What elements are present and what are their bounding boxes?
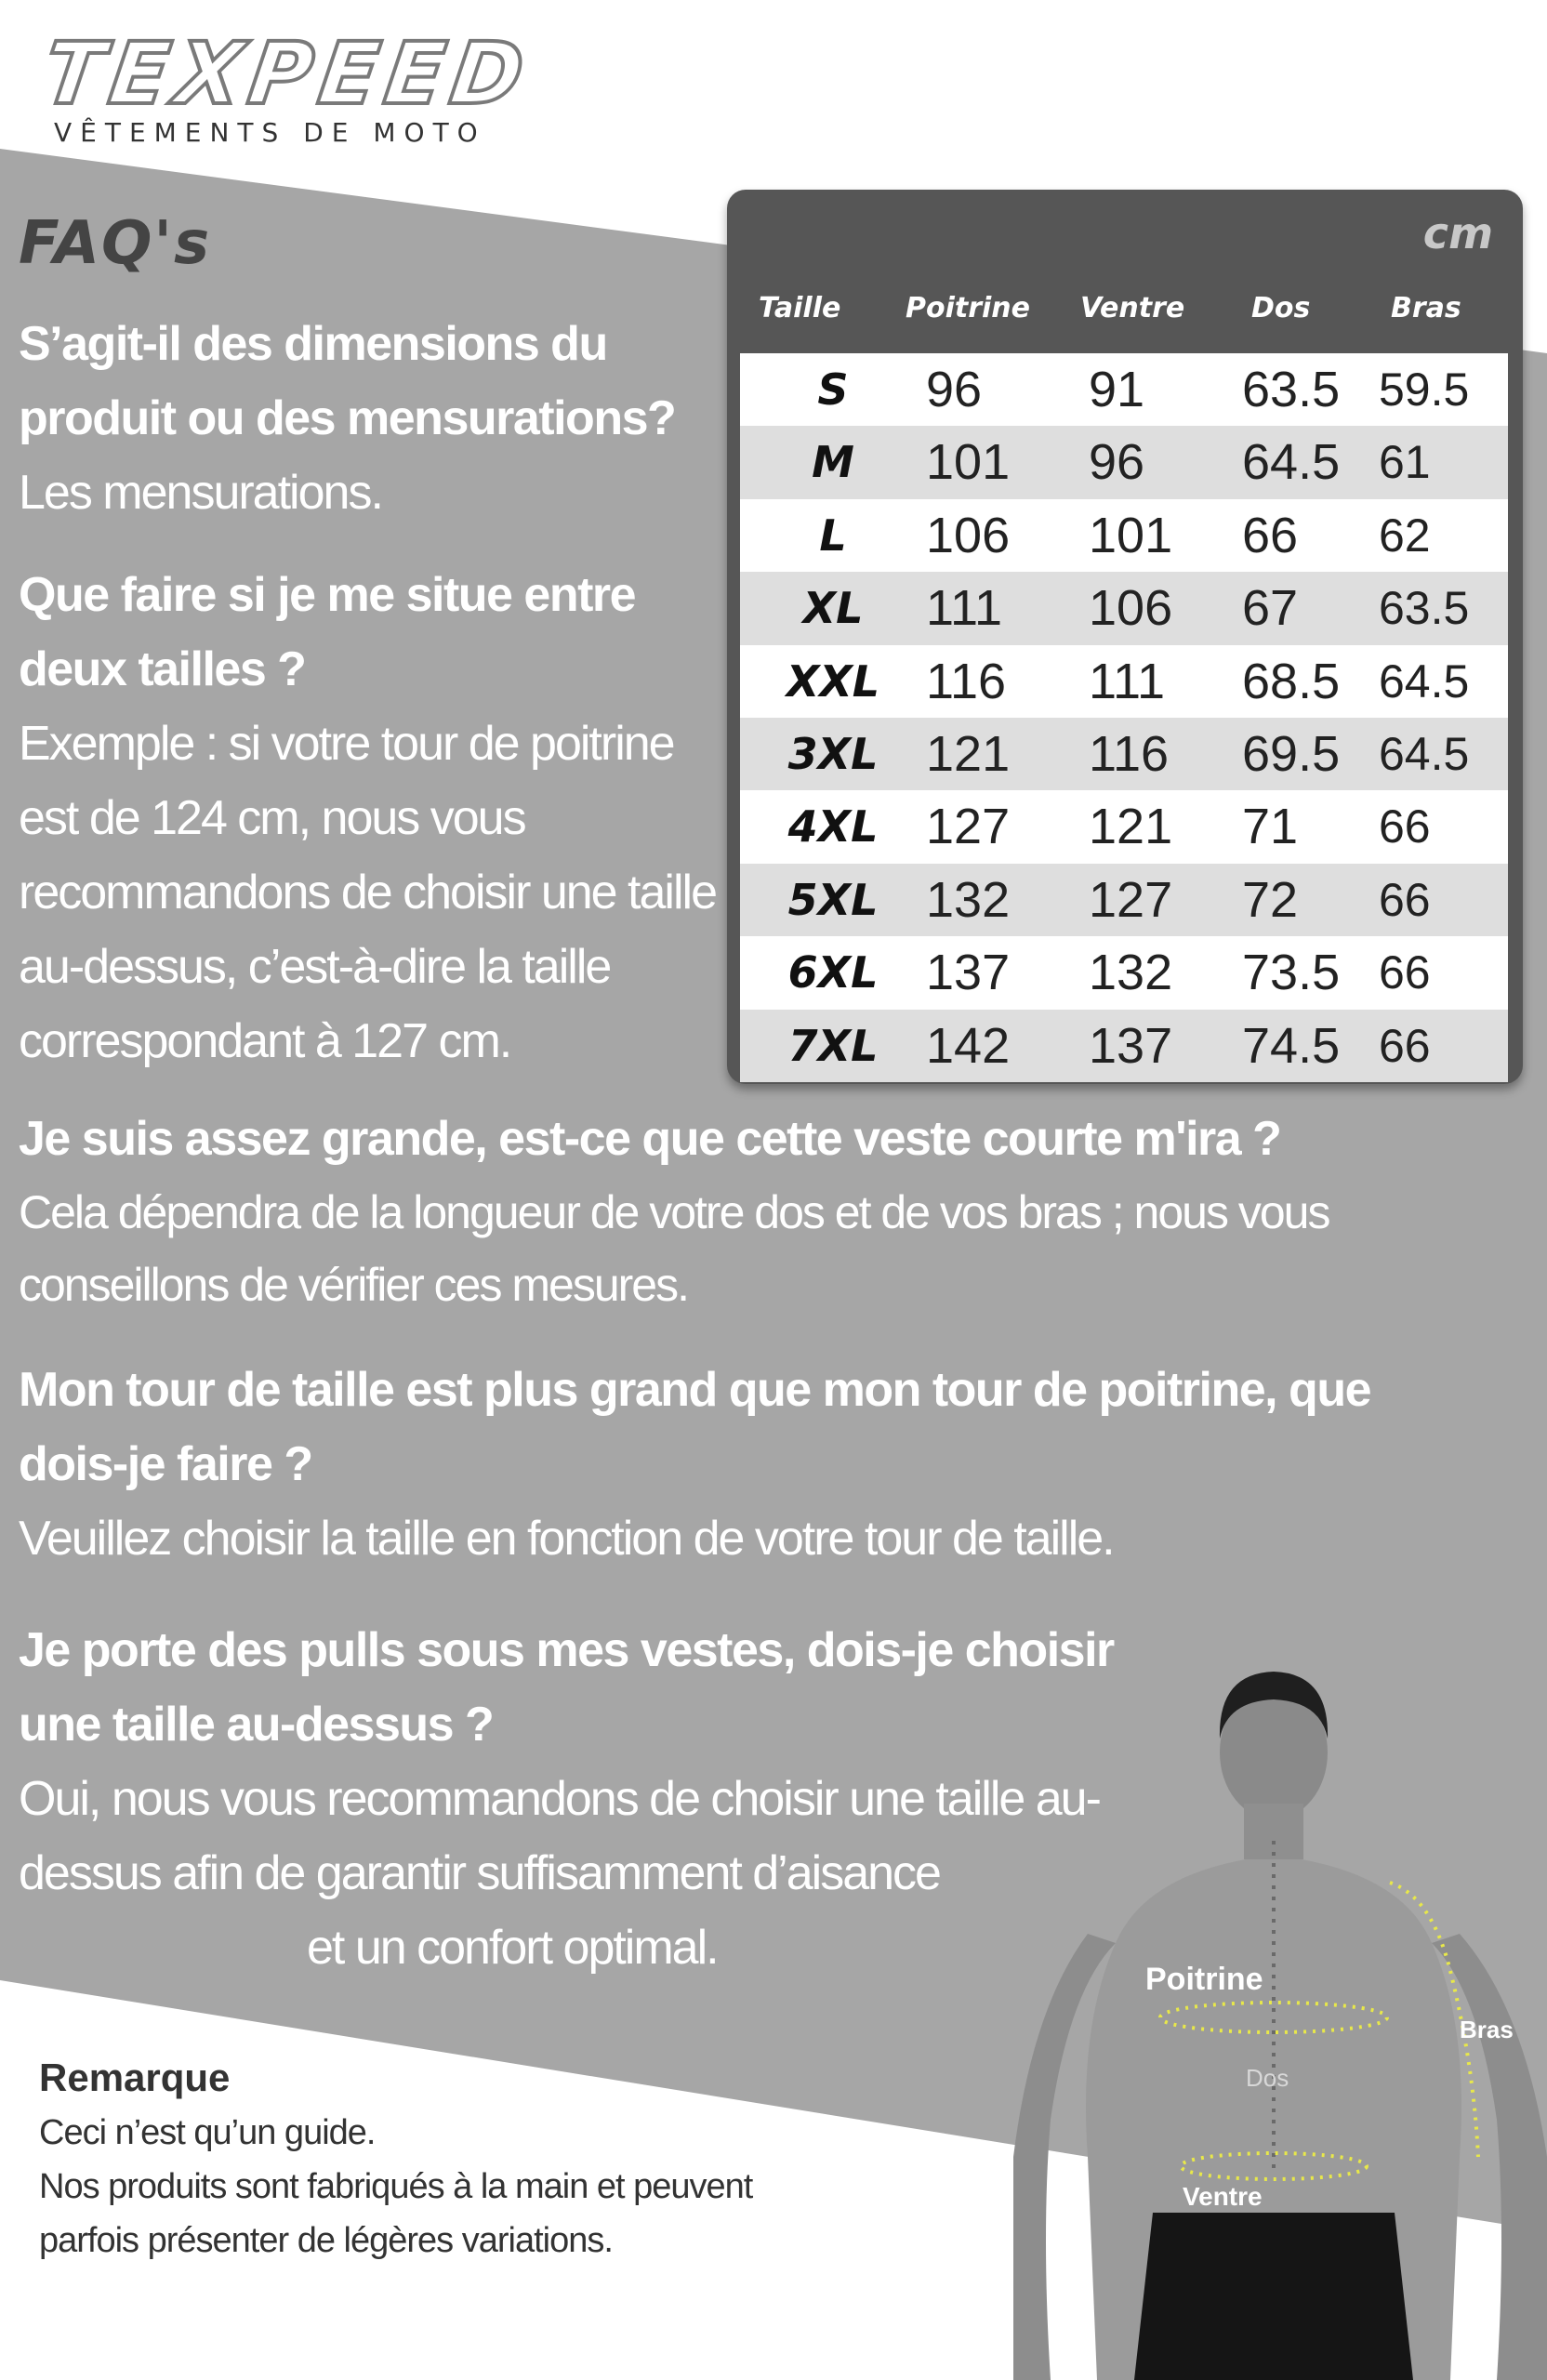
- dos-cell: 68.5: [1242, 653, 1341, 709]
- table-body: [740, 353, 1508, 1082]
- table-row: [740, 426, 1508, 498]
- remark-note: [39, 2050, 752, 2268]
- label-poitrine: Poitrine: [1145, 1962, 1263, 1997]
- dos-cell: 74.5: [1242, 1017, 1341, 1074]
- table-row: [740, 1010, 1508, 1082]
- ventre-cell: 96: [1089, 434, 1145, 491]
- poitrine-cell: 142: [926, 1017, 1011, 1074]
- poitrine-cell: 101: [926, 434, 1011, 491]
- faq-item-1: [19, 307, 725, 530]
- dos-cell: 63.5: [1242, 362, 1341, 417]
- bras-cell: 66: [1379, 946, 1431, 999]
- bras-cell: 66: [1379, 800, 1431, 853]
- faq-answer: Veuillez choisir la taille en fonction de votre tour de taille.: [19, 1512, 1114, 1566]
- remark-title: Remarque: [39, 2056, 231, 2099]
- header-poitrine: Poitrine: [906, 292, 1031, 324]
- size-cell: 4XL: [787, 801, 879, 853]
- poitrine-cell: 116: [926, 653, 1007, 709]
- faq-answer: Cela dépendra de la longueur de votre dos et de vos bras ; nous vous conseillons de vérifier ces mesures.: [19, 1186, 1329, 1311]
- dos-cell: 73.5: [1242, 945, 1341, 1001]
- label-dos: Dos: [1246, 2064, 1289, 2092]
- ventre-cell: 116: [1089, 725, 1170, 782]
- ventre-cell: 111: [1089, 653, 1166, 709]
- logo-tagline: VÊTEMENTS DE MOTO: [54, 117, 486, 148]
- table-row: [740, 645, 1508, 718]
- shorts-shape: [1134, 2213, 1413, 2380]
- table-row: [740, 936, 1508, 1009]
- faq-question: Que faire si je me situe entre deux tailles ?: [19, 568, 636, 696]
- ventre-cell: 121: [1089, 799, 1173, 855]
- label-ventre: Ventre: [1183, 2182, 1263, 2211]
- table-row: [740, 864, 1508, 936]
- dos-cell: 64.5: [1242, 434, 1341, 491]
- poitrine-cell: 132: [926, 871, 1011, 928]
- faq-answer: Les mensurations.: [19, 466, 382, 520]
- faq-question: Je porte des pulls sous mes vestes, dois-je choisir une taille au-dessus ?: [19, 1623, 1114, 1752]
- bras-cell: 64.5: [1379, 727, 1470, 780]
- faq-answer: Oui, nous vous recommandons de choisir une taille au-dessus afin de garantir suffisamment d’aisance: [19, 1772, 1100, 1900]
- poitrine-cell: 127: [926, 799, 1011, 855]
- size-cell: S: [817, 364, 849, 415]
- poitrine-cell: 111: [926, 580, 1003, 637]
- label-bras: Bras: [1460, 2016, 1514, 2043]
- table-row: [740, 718, 1508, 790]
- table-row: [740, 790, 1508, 863]
- body-measurement-figure: [1013, 1636, 1547, 2380]
- dos-cell: 69.5: [1242, 725, 1341, 782]
- ventre-cell: 127: [1089, 871, 1173, 928]
- header-bras: Bras: [1391, 292, 1461, 324]
- ventre-cell: 137: [1089, 1017, 1173, 1074]
- faq-item-3: [19, 1102, 1488, 1321]
- poitrine-cell: 106: [926, 507, 1011, 563]
- header-ventre: Ventre: [1080, 292, 1185, 324]
- size-cell: L: [819, 509, 847, 561]
- remark-line: parfois présenter de légères variations.: [39, 2221, 613, 2260]
- ventre-cell: 132: [1089, 945, 1173, 1001]
- ventre-cell: 106: [1089, 580, 1173, 637]
- table-header-row: [738, 292, 1512, 338]
- faq-item-4: [19, 1353, 1488, 1576]
- ventre-cell: 91: [1089, 362, 1145, 417]
- dos-cell: 66: [1242, 507, 1299, 563]
- header-dos: Dos: [1251, 292, 1311, 324]
- dos-cell: 72: [1242, 871, 1299, 928]
- dos-cell: 71: [1242, 799, 1299, 855]
- faq-question: Mon tour de taille est plus grand que mon tour de poitrine, que dois-je faire ?: [19, 1363, 1370, 1491]
- remark-line: Ceci n’est qu’un guide.: [39, 2113, 376, 2152]
- faq-answer: Exemple : si votre tour de poitrine est de 124 cm, nous vous recommandons de choisir une taille au-dessus, c’est-à-dire la taille correspondant à 127 cm.: [19, 717, 716, 1068]
- bras-cell: 61: [1379, 436, 1431, 489]
- poitrine-cell: 96: [926, 362, 983, 417]
- unit-label: cm: [1422, 208, 1493, 258]
- bras-cell: 63.5: [1379, 582, 1470, 635]
- bras-cell: 66: [1379, 1019, 1431, 1072]
- faq-question: S’agit-il des dimensions du produit ou des mensurations?: [19, 317, 676, 445]
- dos-cell: 67: [1242, 580, 1299, 637]
- faq-item-5: [19, 1613, 1134, 1985]
- table-row: [740, 353, 1508, 426]
- table-row: [740, 499, 1508, 572]
- size-cell: 3XL: [787, 728, 879, 779]
- neck-shape: [1244, 1804, 1303, 1859]
- bras-cell: 64.5: [1379, 654, 1470, 707]
- size-cell: 7XL: [787, 1020, 879, 1071]
- faq-title: FAQ's: [19, 209, 212, 278]
- logo-text: TEXPEED: [37, 24, 537, 124]
- faq-answer-end: et un confort optimal.: [307, 1921, 718, 1975]
- size-cell: 6XL: [787, 947, 879, 998]
- bras-cell: 59.5: [1379, 364, 1470, 416]
- bras-cell: 66: [1379, 873, 1431, 926]
- size-cell: XXL: [786, 655, 880, 707]
- size-cell: 5XL: [787, 874, 879, 925]
- faq-item-2: [19, 558, 725, 1078]
- ventre-cell: 101: [1089, 507, 1173, 563]
- header-taille: Taille: [759, 292, 841, 324]
- bras-cell: 62: [1379, 509, 1431, 562]
- poitrine-cell: 121: [926, 725, 1011, 782]
- size-chart-table: [727, 190, 1523, 1084]
- size-cell: XL: [802, 583, 864, 634]
- table-row: [740, 572, 1508, 644]
- size-cell: M: [812, 437, 854, 488]
- brand-logo: [37, 24, 537, 148]
- faq-question: Je suis assez grande, est-ce que cette veste courte m'ira ?: [19, 1112, 1281, 1166]
- remark-line: Nos produits sont fabriqués à la main et peuvent: [39, 2167, 753, 2206]
- poitrine-cell: 137: [926, 945, 1011, 1001]
